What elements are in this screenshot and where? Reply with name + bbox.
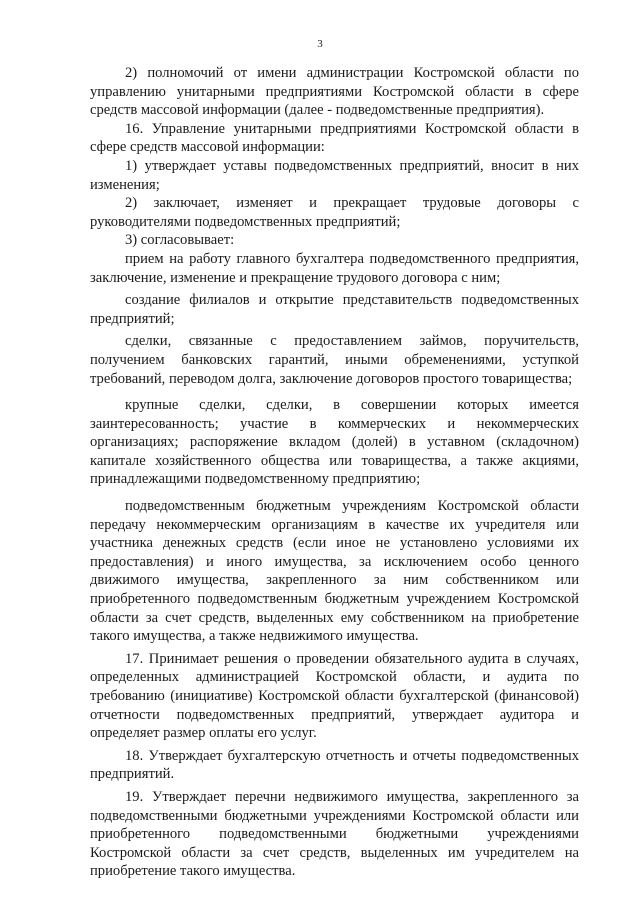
paragraph-18-reports: 18. Утверждает бухгалтерскую отчетность и отчеты подведомственных предприятий. xyxy=(90,747,579,783)
paragraph-16-management: 16. Управление унитарными предприятиями Костромской области в сфере средств массовой информации: xyxy=(90,120,579,156)
paragraph-major-deals: крупные сделки, сделки, в совершении которых имеется заинтересованность; участие в коммерческих и некоммерческих организациях; распоряжение вкладом (долей) в уставном (складочном) капитале хозяйственного общества или товарищества, а также акциями, принадлежащими подведомственному предприятию; xyxy=(90,397,579,488)
paragraph-16-item-2: 2) заключает, изменяет и прекращает трудовые договоры с руководителями подведомственных предприятий; xyxy=(90,195,579,230)
paragraph-17-audit: 17. Принимает решения о проведении обязательного аудита в случаях, определенных администрацией Костромской области, и аудита по требованию (инициативе) Костромской области бухгалтерской (финансовой) отчетности подведомственных предприятий, утверждает аудитора и определяет размер оплаты его услуг. xyxy=(90,650,579,742)
paragraph-branches: создание филиалов и открытие представительств подведомственных предприятий; xyxy=(90,292,579,327)
paragraph-16-item-1: 1) утверждает уставы подведомственных предприятий, вносит в них изменения; xyxy=(90,157,579,193)
paragraph-loan-deals: сделки, связанные с предоставлением займов, поручительств, получением банковских гарантий, иными обременениями, уступкой требований, переводом долга, заключение договоров простого товарищества; xyxy=(90,333,579,387)
page-number: 3 xyxy=(317,38,323,50)
paragraph-hiring-accountant: прием на работу главного бухгалтера подведомственного предприятия, заключение, изменение и прекращение трудового договора с ним; xyxy=(90,250,579,286)
paragraph-16-item-3: 3) согласовывает: xyxy=(125,232,235,249)
document-body xyxy=(90,64,579,881)
paragraph-2-powers: 2) полномочий от имени администрации Костромской области по управлению унитарными предприятиями Костромской области в сфере средств массовой информации (далее - подведомственные предприятия). xyxy=(90,65,579,119)
paragraph-19-property-lists: 19. Утверждает перечни недвижимого имущества, закрепленного за подведомственными бюджетными учреждениями Костромской области или приобретенного подведомственными бюджетными учреждениями Костромской области за счет средств, выделенных им учредителем на приобретение такого имущества. xyxy=(90,788,579,880)
paragraph-budget-institutions: подведомственным бюджетным учреждениям Костромской области передачу некоммерческим организациям в качестве их учредителя или участника денежных средств (если иное не установлено условиями их предоставления) и иного имущества, за исключением особо ценного движимого имущества, закрепленного за ним собственником или приобретенного подведомственным бюджетным учреждением Костромской области за счет средств, выделенных ему собственником на приобретение такого имущества, а также недвижимого имущества. xyxy=(90,498,579,645)
